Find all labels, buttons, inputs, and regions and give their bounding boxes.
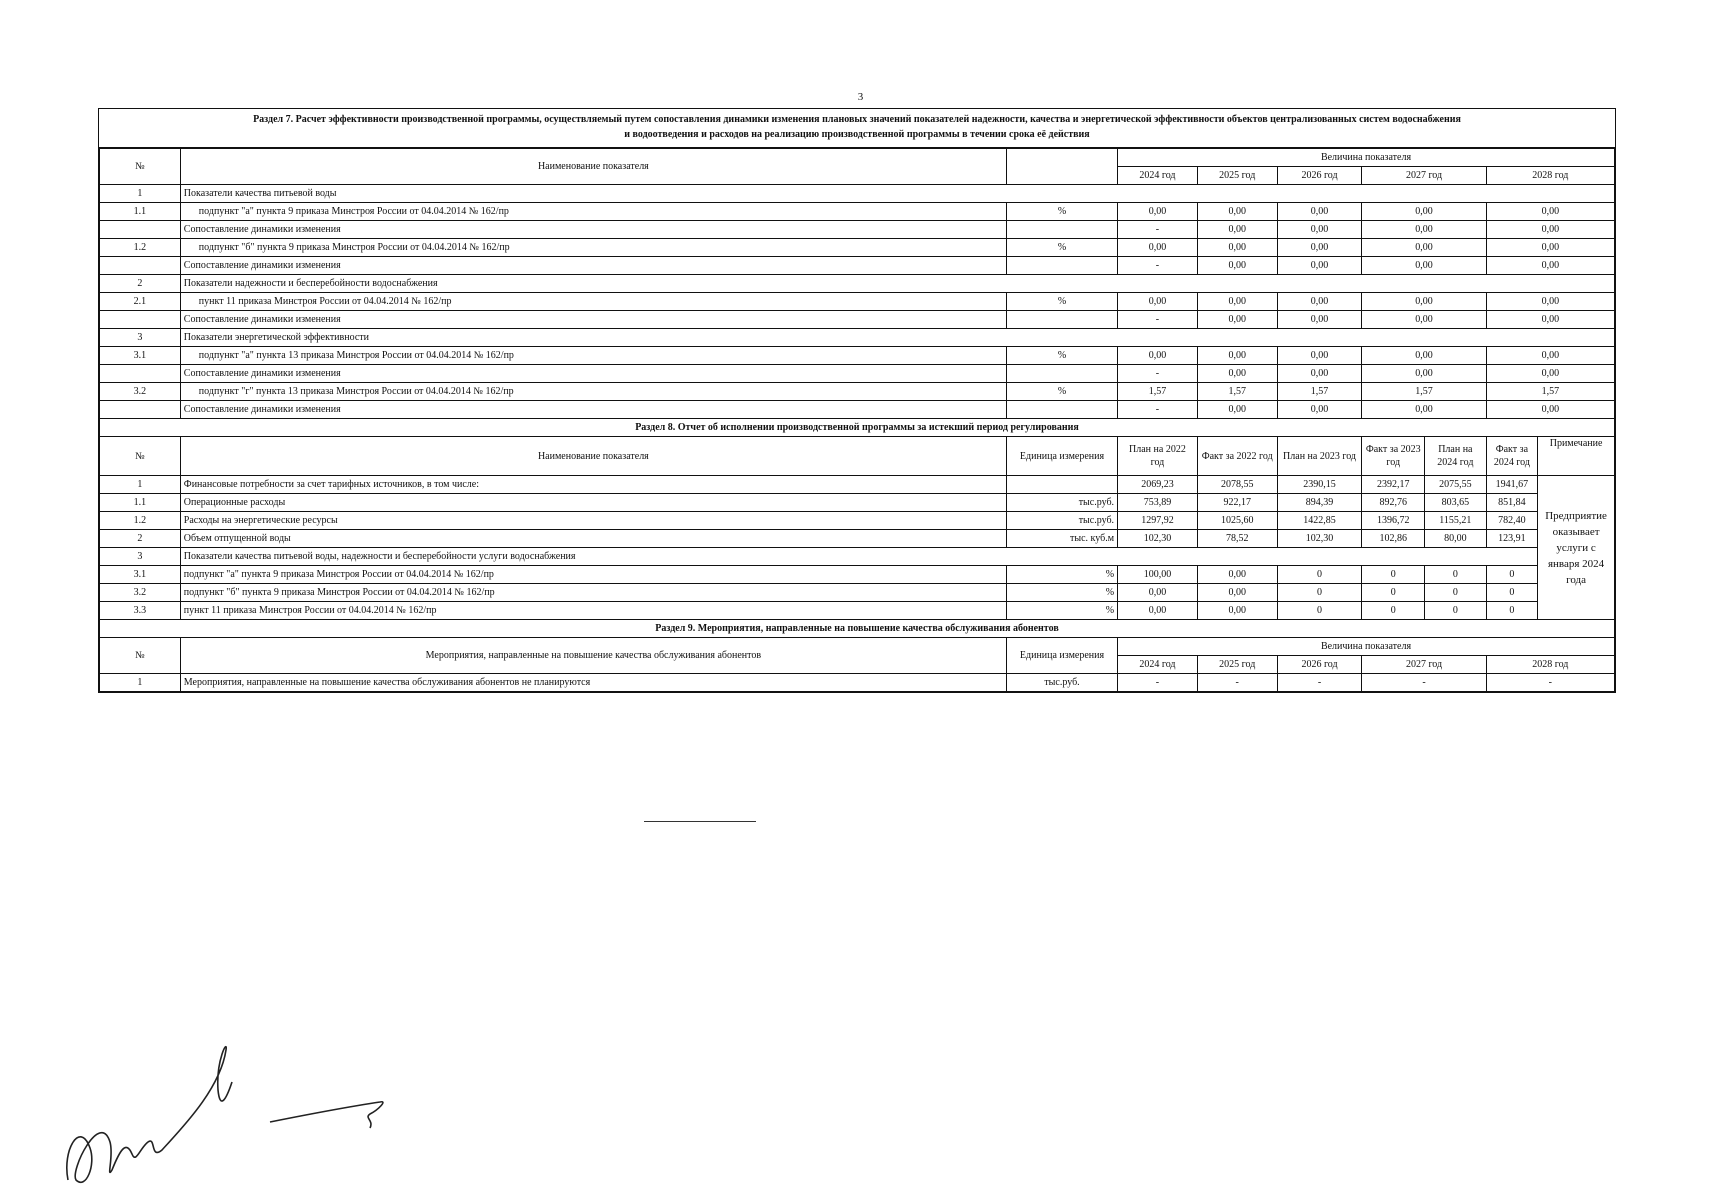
row-value: 0,00: [1118, 584, 1198, 602]
row-number: 2: [100, 275, 181, 293]
row-number: 3.2: [100, 383, 181, 401]
row-number: 3.1: [100, 347, 181, 365]
row-unit: тыс.руб.: [1006, 512, 1117, 530]
section8-row: [100, 602, 1615, 620]
row-number: 3: [100, 329, 181, 347]
row-value: 2392,17: [1362, 476, 1425, 494]
value-2025: 0,00: [1197, 221, 1277, 239]
section7-year-2026: 2026 год: [1277, 167, 1362, 185]
row-value: 102,86: [1362, 530, 1425, 548]
section9-year-2028: 2028 год: [1486, 656, 1614, 674]
value-2026: 0,00: [1277, 221, 1362, 239]
section9-year-2024: 2024 год: [1118, 656, 1198, 674]
report-frame: [98, 108, 1616, 693]
value-2025: -: [1197, 674, 1277, 692]
row-value: 0: [1362, 584, 1425, 602]
row-value: 0: [1425, 566, 1487, 584]
row-unit: [1006, 365, 1117, 383]
section7-body: [100, 185, 1615, 419]
row-number: 2.1: [100, 293, 181, 311]
value-2024: -: [1118, 311, 1198, 329]
value-2028: 0,00: [1486, 221, 1614, 239]
row-group-name: Показатели надежности и бесперебойности водоснабжения: [180, 275, 1614, 293]
value-2024: 1,57: [1118, 383, 1198, 401]
value-2028: 0,00: [1486, 293, 1614, 311]
row-number: 2: [100, 530, 181, 548]
row-unit: %: [1006, 383, 1117, 401]
row-name: подпункт "а" пункта 13 приказа Минстроя России от 04.04.2014 № 162/пр: [180, 347, 1006, 365]
value-2024: -: [1118, 674, 1198, 692]
row-unit: тыс. куб.м: [1006, 530, 1117, 548]
section7-col-name: Наименование показателя: [180, 149, 1006, 185]
section8-col-fact-2022: Факт за 2022 год: [1197, 437, 1277, 476]
value-2027: 0,00: [1362, 311, 1486, 329]
value-2024: -: [1118, 257, 1198, 275]
section7-row: [100, 311, 1615, 329]
section8-body: [100, 476, 1615, 620]
section8-col-fact-2024: Факт за 2024 год: [1486, 437, 1538, 476]
value-2027: 0,00: [1362, 365, 1486, 383]
row-name: подпункт "г" пункта 13 приказа Минстроя России от 04.04.2014 № 162/пр: [180, 383, 1006, 401]
value-2025: 0,00: [1197, 257, 1277, 275]
row-group-name: Показатели качества питьевой воды: [180, 185, 1614, 203]
value-2026: 0,00: [1277, 347, 1362, 365]
row-name: пункт 11 приказа Минстроя России от 04.04.2014 № 162/пр: [180, 293, 1006, 311]
row-value: 894,39: [1277, 494, 1362, 512]
value-2028: 0,00: [1486, 203, 1614, 221]
row-name: Сопоставление динамики изменения: [180, 401, 1006, 419]
section7-title-line2: и водоотведения и расходов на реализацию производственной программы в течении срока её действия: [624, 129, 1090, 140]
row-value: 2078,55: [1197, 476, 1277, 494]
row-value: 2390,15: [1277, 476, 1362, 494]
value-2028: 0,00: [1486, 257, 1614, 275]
row-value: 123,91: [1486, 530, 1538, 548]
row-name: Операционные расходы: [180, 494, 1006, 512]
section8-col-unit: Единица измерения: [1006, 437, 1117, 476]
row-unit: %: [1006, 239, 1117, 257]
value-2027: -: [1362, 674, 1486, 692]
section7-year-2028: 2028 год: [1486, 167, 1614, 185]
row-value: 892,76: [1362, 494, 1425, 512]
section7-year-2027: 2027 год: [1362, 167, 1486, 185]
section8-row: [100, 584, 1615, 602]
value-2024: -: [1118, 365, 1198, 383]
row-number: 3.2: [100, 584, 181, 602]
section8-col-plan-2023: План на 2023 год: [1277, 437, 1362, 476]
value-2024: 0,00: [1118, 293, 1198, 311]
row-number: 1.1: [100, 494, 181, 512]
section7-row: [100, 203, 1615, 221]
row-value: 1396,72: [1362, 512, 1425, 530]
row-group-name: Показатели энергетической эффективности: [180, 329, 1614, 347]
section8-row: [100, 512, 1615, 530]
page-number: 3: [857, 91, 864, 103]
row-name: подпункт "б" пункта 9 приказа Минстроя России от 04.04.2014 № 162/пр: [180, 584, 1006, 602]
section9-col-no: №: [100, 638, 181, 674]
value-2026: 0,00: [1277, 203, 1362, 221]
value-2027: 0,00: [1362, 203, 1486, 221]
row-unit: [1006, 257, 1117, 275]
row-unit: %: [1006, 203, 1117, 221]
value-2025: 0,00: [1197, 311, 1277, 329]
value-2024: 0,00: [1118, 203, 1198, 221]
value-2025: 0,00: [1197, 365, 1277, 383]
section8-col-plan-2024: План на 2024 год: [1425, 437, 1487, 476]
row-value: 0: [1277, 584, 1362, 602]
value-2028: 0,00: [1486, 239, 1614, 257]
section7-row: [100, 185, 1615, 203]
value-2024: 0,00: [1118, 347, 1198, 365]
row-value: 0: [1486, 566, 1538, 584]
section7-row: [100, 275, 1615, 293]
row-unit: [1006, 401, 1117, 419]
row-value: 0: [1362, 602, 1425, 620]
row-value: 102,30: [1277, 530, 1362, 548]
row-value: 782,40: [1486, 512, 1538, 530]
row-value: 100,00: [1118, 566, 1198, 584]
value-2025: 0,00: [1197, 347, 1277, 365]
row-number: [100, 311, 181, 329]
section9-value-group: Величина показателя: [1118, 638, 1615, 656]
section9-year-2026: 2026 год: [1277, 656, 1362, 674]
note-text: Предприятие оказывает услуги с января 2024 года: [1538, 476, 1615, 620]
row-value: 0,00: [1197, 602, 1277, 620]
row-unit: тыс.руб.: [1006, 494, 1117, 512]
row-name: Сопоставление динамики изменения: [180, 365, 1006, 383]
section7-row: [100, 329, 1615, 347]
value-2025: 0,00: [1197, 293, 1277, 311]
row-value: 1422,85: [1277, 512, 1362, 530]
section8-col-name: Наименование показателя: [180, 437, 1006, 476]
value-2026: 0,00: [1277, 365, 1362, 383]
signature-image: [40, 1030, 400, 1200]
section8-col-no: №: [100, 437, 181, 476]
row-number: 1.2: [100, 239, 181, 257]
row-number: 3: [100, 548, 181, 566]
section7-row: [100, 239, 1615, 257]
section8-row: [100, 530, 1615, 548]
row-group-name: Показатели качества питьевой воды, надежности и бесперебойности услуги водоснабжения: [180, 548, 1537, 566]
section8-col-plan-2022: План на 2022 год: [1118, 437, 1198, 476]
row-value: 2069,23: [1118, 476, 1198, 494]
row-number: 1: [100, 185, 181, 203]
row-number: 3.1: [100, 566, 181, 584]
row-value: 0: [1486, 584, 1538, 602]
row-number: 3.3: [100, 602, 181, 620]
section9-title-row: [100, 620, 1615, 638]
value-2027: 0,00: [1362, 401, 1486, 419]
section8-col-fact-2023: Факт за 2023 год: [1362, 437, 1425, 476]
row-value: 0: [1425, 584, 1487, 602]
value-2028: 0,00: [1486, 365, 1614, 383]
row-name: подпункт "б" пункта 9 приказа Минстроя России от 04.04.2014 № 162/пр: [180, 239, 1006, 257]
value-2027: 1,57: [1362, 383, 1486, 401]
value-2025: 0,00: [1197, 203, 1277, 221]
row-unit: %: [1006, 566, 1117, 584]
row-unit: [1006, 476, 1117, 494]
report-table: [99, 148, 1615, 692]
section7-year-2025: 2025 год: [1197, 167, 1277, 185]
value-2026: 1,57: [1277, 383, 1362, 401]
section7-col-no: №: [100, 149, 181, 185]
row-value: 80,00: [1425, 530, 1487, 548]
row-number: [100, 221, 181, 239]
row-unit: [1006, 221, 1117, 239]
section8-title: Раздел 8. Отчет об исполнении производственной программы за истекший период регулирования: [100, 419, 1615, 437]
section7-title: [99, 109, 1615, 148]
row-unit: %: [1006, 293, 1117, 311]
section7-row: [100, 221, 1615, 239]
value-2024: -: [1118, 401, 1198, 419]
section7-row: [100, 383, 1615, 401]
row-value: 0: [1277, 602, 1362, 620]
section7-row: [100, 365, 1615, 383]
value-2026: 0,00: [1277, 257, 1362, 275]
row-name: пункт 11 приказа Минстроя России от 04.04.2014 № 162/пр: [180, 602, 1006, 620]
row-number: 1.1: [100, 203, 181, 221]
section8-row: [100, 548, 1615, 566]
section9-year-2027: 2027 год: [1362, 656, 1486, 674]
row-value: 753,89: [1118, 494, 1198, 512]
row-number: 1: [100, 476, 181, 494]
section7-row: [100, 293, 1615, 311]
value-2027: 0,00: [1362, 257, 1486, 275]
value-2027: 0,00: [1362, 293, 1486, 311]
row-name: Финансовые потребности за счет тарифных источников, в том числе:: [180, 476, 1006, 494]
section7-header-row1: [100, 149, 1615, 167]
section8-row: [100, 566, 1615, 584]
section7-row: [100, 347, 1615, 365]
section8-row: [100, 476, 1615, 494]
row-value: 803,65: [1425, 494, 1487, 512]
value-2027: 0,00: [1362, 347, 1486, 365]
row-value: 0,00: [1197, 566, 1277, 584]
section7-row: [100, 257, 1615, 275]
value-2028: 0,00: [1486, 401, 1614, 419]
section9-col-name: Мероприятия, направленные на повышение качества обслуживания абонентов: [180, 638, 1006, 674]
section9-body: [100, 674, 1615, 692]
value-2026: 0,00: [1277, 239, 1362, 257]
row-unit: %: [1006, 584, 1117, 602]
value-2028: 0,00: [1486, 347, 1614, 365]
value-2026: 0,00: [1277, 293, 1362, 311]
row-name: Сопоставление динамики изменения: [180, 221, 1006, 239]
section7-value-group: Величина показателя: [1118, 149, 1615, 167]
section7-year-2024: 2024 год: [1118, 167, 1198, 185]
row-value: 922,17: [1197, 494, 1277, 512]
row-value: 0: [1362, 566, 1425, 584]
section9-year-2025: 2025 год: [1197, 656, 1277, 674]
value-2028: 0,00: [1486, 311, 1614, 329]
row-name: Мероприятия, направленные на повышение качества обслуживания абонентов не планируются: [180, 674, 1006, 692]
section9-header-row1: [100, 638, 1615, 656]
value-2028: 1,57: [1486, 383, 1614, 401]
value-2024: -: [1118, 221, 1198, 239]
row-value: 102,30: [1118, 530, 1198, 548]
section7-row: [100, 401, 1615, 419]
section9-row: [100, 674, 1615, 692]
row-name: подпункт "а" пункта 9 приказа Минстроя России от 04.04.2014 № 162/пр: [180, 203, 1006, 221]
section8-col-note: Примечание: [1538, 437, 1615, 476]
value-2026: -: [1277, 674, 1362, 692]
section8-title-row: [100, 419, 1615, 437]
row-name: Расходы на энергетические ресурсы: [180, 512, 1006, 530]
value-2025: 0,00: [1197, 401, 1277, 419]
row-unit: %: [1006, 602, 1117, 620]
row-unit: %: [1006, 347, 1117, 365]
row-name: подпункт "а" пункта 9 приказа Минстроя России от 04.04.2014 № 162/пр: [180, 566, 1006, 584]
row-unit: [1006, 311, 1117, 329]
value-2025: 1,57: [1197, 383, 1277, 401]
row-name: Объем отпущенной воды: [180, 530, 1006, 548]
row-number: [100, 257, 181, 275]
section7-title-line1: Раздел 7. Расчет эффективности производственной программы, осуществляемый путем сопоставления динамики изменения плановых значений показателей надежности, качества и энергетической эффективности объектов централизованных систем водоснабжения: [253, 114, 1461, 125]
row-value: 0: [1277, 566, 1362, 584]
row-value: 1297,92: [1118, 512, 1198, 530]
value-2027: 0,00: [1362, 239, 1486, 257]
row-value: 0,00: [1197, 584, 1277, 602]
row-value: 1155,21: [1425, 512, 1487, 530]
section8-header-row: [100, 437, 1615, 476]
row-value: 851,84: [1486, 494, 1538, 512]
value-2024: 0,00: [1118, 239, 1198, 257]
row-value: 1025,60: [1197, 512, 1277, 530]
value-2026: 0,00: [1277, 311, 1362, 329]
row-number: [100, 401, 181, 419]
row-value: 1941,67: [1486, 476, 1538, 494]
row-value: 2075,55: [1425, 476, 1487, 494]
row-number: [100, 365, 181, 383]
value-2025: 0,00: [1197, 239, 1277, 257]
row-name: Сопоставление динамики изменения: [180, 257, 1006, 275]
row-value: 0,00: [1118, 602, 1198, 620]
section9-title: Раздел 9. Мероприятия, направленные на повышение качества обслуживания абонентов: [100, 620, 1615, 638]
value-2028: -: [1486, 674, 1614, 692]
row-number: 1.2: [100, 512, 181, 530]
row-name: Сопоставление динамики изменения: [180, 311, 1006, 329]
row-value: 0: [1486, 602, 1538, 620]
row-value: 0: [1425, 602, 1487, 620]
row-number: 1: [100, 674, 181, 692]
value-2027: 0,00: [1362, 221, 1486, 239]
section9-col-unit: Единица измерения: [1006, 638, 1117, 674]
value-2026: 0,00: [1277, 401, 1362, 419]
separator-line: [644, 821, 756, 822]
section8-row: [100, 494, 1615, 512]
section7-col-unit: [1006, 149, 1117, 185]
row-unit: тыс.руб.: [1006, 674, 1117, 692]
row-value: 78,52: [1197, 530, 1277, 548]
